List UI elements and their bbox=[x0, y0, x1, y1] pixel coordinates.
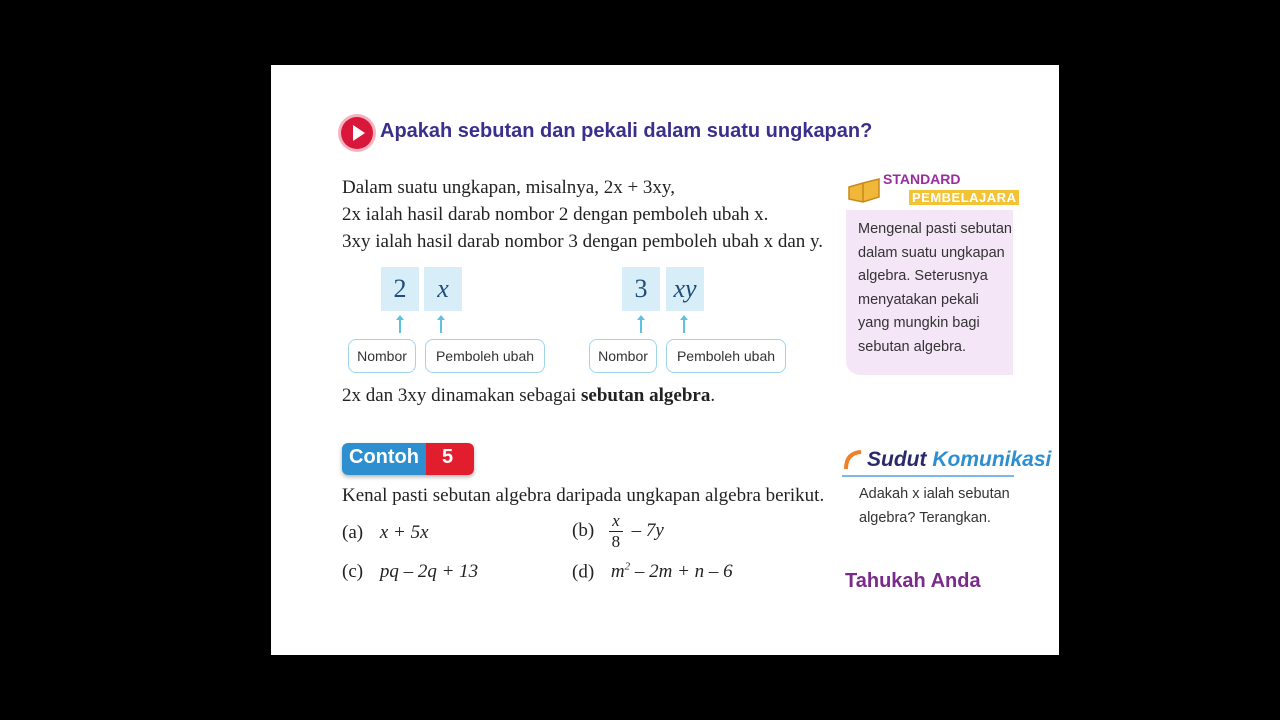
exercise-label: (b) bbox=[572, 519, 595, 541]
variable-tile-x: x bbox=[424, 267, 462, 311]
exercise-expr: pq – 2q + 13 bbox=[379, 561, 479, 582]
exercise-expr: – 7y bbox=[631, 519, 664, 541]
question-text: Kenal pasti sebutan algebra daripada ungkapan algebra berikut. bbox=[342, 485, 825, 506]
exercise-label: (a) bbox=[342, 522, 364, 543]
speech-icon bbox=[843, 449, 863, 471]
intro-line-3: 3xy ialah hasil darab nombor 3 dengan pemboleh ubah x dan y. bbox=[342, 231, 824, 252]
intro-line-1: Dalam suatu ungkapan, misalnya, 2x + 3xy, bbox=[342, 177, 675, 198]
exercise-a bbox=[342, 522, 429, 544]
label-nombor: Nombor bbox=[348, 339, 416, 373]
sudut-text: Adakah x ialah sebutan algebra? Terangkan. bbox=[859, 486, 1010, 526]
number-tile-2: 2 bbox=[381, 267, 419, 311]
arrow-up-icon bbox=[440, 319, 442, 333]
contoh-number: 5 bbox=[442, 446, 454, 468]
arrow-up-icon bbox=[640, 319, 642, 333]
exercise-label: (c) bbox=[342, 561, 364, 582]
label-nombor: Nombor bbox=[589, 339, 657, 373]
label-pemboleh-ubah: Pemboleh ubah bbox=[425, 339, 545, 373]
exercise-expr bbox=[611, 561, 733, 582]
tahukah-anda-banner: Tahukah Anda bbox=[845, 570, 981, 592]
exercise-label: (d) bbox=[572, 561, 595, 583]
exercise-c bbox=[342, 561, 478, 583]
exercise-base: m bbox=[610, 561, 625, 583]
contoh-badge bbox=[342, 443, 474, 475]
conclusion-prefix: 2x dan 3xy dinamakan sebagai bbox=[342, 385, 582, 406]
conclusion-suffix: . bbox=[710, 385, 716, 406]
intro-line-2: 2x ialah hasil darab nombor 2 dengan pemboleh ubah x. bbox=[342, 204, 769, 225]
conclusion-text bbox=[342, 385, 715, 407]
fraction-denominator: 8 bbox=[611, 532, 621, 551]
standard-title: STANDARD bbox=[883, 171, 961, 187]
section-heading: Apakah sebutan dan pekali dalam suatu ungkapan? bbox=[380, 120, 873, 142]
contoh-label: Contoh bbox=[349, 446, 419, 468]
fraction-numerator: x bbox=[612, 511, 620, 530]
variable-tile-xy: xy bbox=[666, 267, 704, 311]
textbook-page bbox=[271, 65, 1059, 655]
exercise-expr: x + 5x bbox=[379, 522, 429, 543]
divider bbox=[842, 475, 1014, 477]
play-icon bbox=[341, 117, 373, 149]
pembelajaran-title: PEMBELAJARA bbox=[909, 190, 1019, 205]
sudut-word: Sudut bbox=[867, 448, 933, 471]
exercise-b bbox=[572, 512, 664, 551]
number-tile-3: 3 bbox=[622, 267, 660, 311]
arrow-up-icon bbox=[683, 319, 685, 333]
conclusion-bold: sebutan algebra bbox=[581, 385, 711, 406]
exercise-rest: – 2m + n – 6 bbox=[630, 561, 733, 583]
komunikasi-word: Komunikasi bbox=[932, 448, 1052, 471]
exercise-exponent: 2 bbox=[624, 561, 631, 573]
exercise-d bbox=[572, 561, 733, 583]
book-icon bbox=[847, 175, 881, 205]
sudut-komunikasi-title bbox=[867, 448, 1051, 472]
label-pemboleh-ubah: Pemboleh ubah bbox=[666, 339, 786, 373]
arrow-up-icon bbox=[399, 319, 401, 333]
fraction bbox=[609, 512, 623, 551]
standard-text: Mengenal pasti sebutan dalam suatu ungkapan algebra. Seterusnya menyatakan pekali yang mungkin bagi sebutan algebra. bbox=[858, 221, 1012, 355]
